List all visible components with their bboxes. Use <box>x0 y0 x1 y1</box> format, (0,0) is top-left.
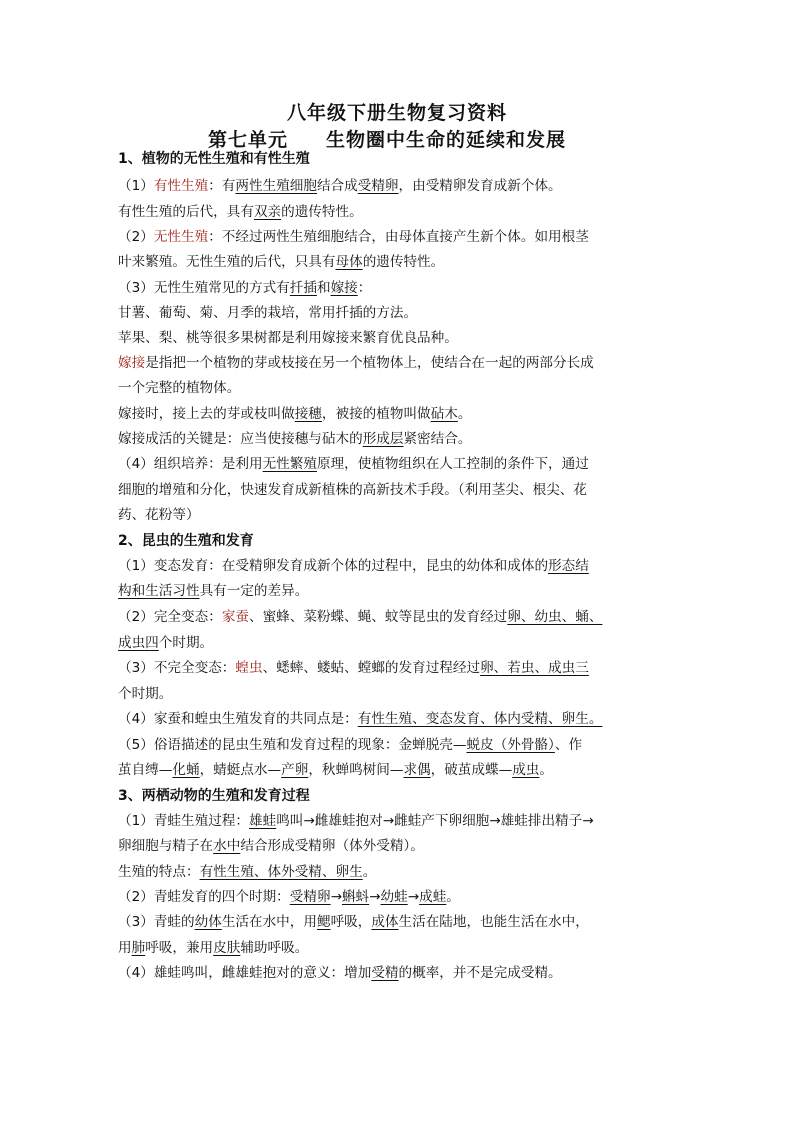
text-segment: ，由受精卵发育成新个体。 <box>398 178 562 194</box>
text-segment: 结合成 <box>316 178 358 194</box>
text-segment: 细胞的增殖和分化，快速发育成新植株的高新技术手段。（利用茎尖、根尖、花 <box>118 482 587 498</box>
section-heading <box>118 787 678 805</box>
underlined-term: 雄蛙 <box>249 813 277 829</box>
text-segment: 鸣叫→雌雄蛙抱对→雌蛙产下卵细胞→雄蛙排出精子→ <box>276 813 594 829</box>
text-line <box>118 812 678 830</box>
text-segment: （2）完全变态： <box>118 609 222 625</box>
text-segment: 、作 <box>554 737 583 753</box>
text-segment: 嫁接时，接上去的芽或枝叫做 <box>118 406 295 422</box>
underlined-term: 卵、若虫、成虫三 <box>480 660 589 676</box>
highlighted-term: 蝗虫 <box>235 660 263 676</box>
text-segment: （1）变态发育：在受精卵发育成新个体的过程中，昆虫的幼体和成体的 <box>118 558 549 574</box>
text-segment: 结合形成受精卵（体外受精）。 <box>240 838 424 854</box>
text-segment: 个时期。 <box>118 686 173 702</box>
text-segment: 、蜜蜂、菜粉蝶、蝇、蚊等昆虫的发育经过 <box>249 609 508 625</box>
highlighted-term: 有性生殖 <box>153 178 209 194</box>
text-segment: 辅助呼吸。 <box>240 940 309 956</box>
underlined-term: 肺 <box>131 940 146 956</box>
text-segment: 具有一定的差异。 <box>199 583 309 599</box>
underlined-term: 接穗 <box>294 406 322 422</box>
underlined-term: 皮肤 <box>213 940 241 956</box>
underlined-term: 双亲 <box>253 204 282 220</box>
text-segment: 。 <box>362 864 377 880</box>
text-line <box>118 939 678 957</box>
underlined-term: 化蛹 <box>172 762 200 778</box>
text-segment: （4）家蚕和蝗虫生殖发育的共同点是： <box>118 711 358 727</box>
text-segment: 呼吸，兼用 <box>145 940 214 956</box>
text-segment: ： <box>357 280 372 296</box>
text-segment: （2）青蛙发育的四个时期： <box>118 889 290 905</box>
text-line <box>118 634 678 652</box>
highlighted-term: 无性生殖 <box>153 229 209 245</box>
underlined-term: 形态结 <box>548 558 589 574</box>
text-segment: → <box>407 889 420 905</box>
text-line <box>118 888 678 906</box>
underlined-term: 卵、幼虫、蛹、 <box>507 609 603 625</box>
underlined-term: 成虫 <box>512 762 540 778</box>
underlined-term: 幼体 <box>194 914 222 930</box>
underlined-term: 受精 <box>371 965 399 981</box>
text-line <box>118 837 678 855</box>
text-segment: 叶来繁殖。无性生殖的后代，只具有 <box>118 254 336 270</box>
text-line <box>118 203 678 221</box>
text-segment: 生殖的特点： <box>118 864 200 880</box>
text-line <box>118 557 678 575</box>
underlined-term: 受精卵 <box>357 178 399 194</box>
text-segment: 苹果、梨、桃等很多果树都是利用嫁接来繁育优良品种。 <box>118 330 458 346</box>
text-segment: 生活在陆地，也能生活在水中， <box>398 914 589 930</box>
text-segment: 是指把一个植物的芽或枝接在另一个植物体上，使结合在一起的两部分长成 <box>145 355 594 371</box>
text-segment: 嫁接成活的关键是：应当使接穗与砧木的 <box>118 431 363 447</box>
text-segment: 的概率，并不是完成受精。 <box>398 965 562 981</box>
text-segment: 。 <box>446 889 460 905</box>
underlined-term: 蝌蚪 <box>341 889 370 905</box>
underlined-term: 母体 <box>335 254 363 270</box>
text-segment: 。 <box>457 406 472 422</box>
text-segment: 茧自缚— <box>118 762 173 778</box>
text-line <box>118 177 678 195</box>
text-segment: （5）俗语描述的昆虫生殖和发育过程的现象：金蝉脱壳— <box>118 737 467 753</box>
text-line <box>118 736 678 754</box>
text-segment: 卵细胞与精子在 <box>118 838 214 854</box>
underlined-term: 无性繁殖 <box>262 456 317 472</box>
text-line <box>118 304 678 322</box>
text-line <box>118 964 678 982</box>
underlined-term: 水中 <box>213 838 241 854</box>
unit-heading <box>0 125 784 152</box>
text-line <box>118 481 678 499</box>
underlined-term: 幼蛙 <box>380 889 408 905</box>
underlined-term: 成体 <box>371 914 399 930</box>
text-segment: （3）青蛙的 <box>118 914 195 930</box>
text-segment: （1）青蛙生殖过程： <box>118 813 249 829</box>
text-segment: 个时期。 <box>158 635 214 651</box>
text-segment: （4）雄蛙鸣叫，雌雄蛙抱对的意义：增加 <box>118 965 372 981</box>
text-line <box>118 253 678 271</box>
text-segment: → <box>330 889 342 905</box>
underlined-term: 求偶 <box>403 762 431 778</box>
text-segment: ：有 <box>208 178 236 194</box>
underlined-term: 构和生活习性 <box>118 583 200 599</box>
text-segment: 紧密结合。 <box>403 431 472 447</box>
text-segment: 用 <box>118 940 132 956</box>
text-segment: 有性生殖的后代，具有 <box>118 204 254 220</box>
text-segment: 、蟋蟀、蝼蛄、螳螂的发育过程经过 <box>262 660 481 676</box>
text-segment: 药、花粉等） <box>118 507 200 523</box>
section-heading <box>118 532 678 550</box>
text-segment: ，被接的植物叫做 <box>321 406 431 422</box>
underlined-term: 砧木 <box>430 406 458 422</box>
underlined-term: 蜕皮（外骨骼） <box>466 737 555 753</box>
text-line <box>118 329 678 347</box>
text-segment: 生活在水中，用 <box>221 914 317 930</box>
text-line <box>118 379 678 397</box>
text-segment: 3、两栖动物的生殖和发育过程 <box>118 788 310 804</box>
unit-name: 生物圈中生命的延续和发展 <box>326 129 567 151</box>
highlighted-term: 家蚕 <box>221 609 249 625</box>
underlined-term: 有性生殖、变态发育、体内受精、卵生。 <box>357 711 603 727</box>
text-segment: ，破茧成蝶— <box>430 762 513 778</box>
underlined-term: 产卵 <box>281 762 309 778</box>
text-line <box>118 506 678 524</box>
text-segment: 2、昆虫的生殖和发育 <box>118 533 254 549</box>
text-segment: （3）无性生殖常见的方式有 <box>118 280 290 296</box>
text-segment: 甘薯、葡萄、菊、月季的栽培，常用扦插的方法。 <box>118 305 418 321</box>
text-segment: 的遗传特性。 <box>281 204 363 220</box>
underlined-term: 成虫四 <box>118 635 159 651</box>
text-line <box>118 685 678 703</box>
text-line <box>118 430 678 448</box>
text-segment: 1、植物的无性生殖和有性生殖 <box>118 151 310 167</box>
text-segment: ，秋蝉鸣树间— <box>308 762 404 778</box>
underlined-term: 有性生殖、体外受精、卵生 <box>199 864 363 880</box>
underlined-term: 受精卵 <box>289 889 331 905</box>
text-segment: ：不经过两性生殖细胞结合，由母体直接产生新个体。如用根茎 <box>208 229 589 245</box>
text-line <box>118 405 678 423</box>
text-line <box>118 279 678 297</box>
underlined-term: 形成层 <box>362 431 404 447</box>
text-segment: ，蜻蜓点水— <box>199 762 282 778</box>
underlined-term: 鳃 <box>316 914 331 930</box>
text-segment: （4）组织培养：是利用 <box>118 456 263 472</box>
text-segment: 呼吸， <box>330 914 372 930</box>
text-segment: 。 <box>539 762 553 778</box>
section-heading <box>118 150 678 168</box>
document-title: 八年级下册生物复习资料 <box>286 102 507 124</box>
text-line <box>118 354 678 372</box>
unit-number: 第七单元 <box>207 129 288 151</box>
underlined-term: 嫁接 <box>330 280 358 296</box>
text-line <box>118 228 678 246</box>
text-line <box>118 582 678 600</box>
underlined-term: 成蛙 <box>419 889 447 905</box>
text-segment: 原理，使植物组织在人工控制的条件下，通过 <box>316 456 589 472</box>
text-line <box>118 608 678 626</box>
highlighted-term: 嫁接 <box>118 355 146 371</box>
text-segment: （2） <box>118 229 154 245</box>
text-line <box>118 913 678 931</box>
text-segment: 和 <box>316 280 331 296</box>
text-line <box>118 710 678 728</box>
underlined-term: 两性生殖细胞 <box>235 178 317 194</box>
underlined-term: 扦插 <box>289 280 317 296</box>
text-segment: 一个完整的植物体。 <box>118 380 241 396</box>
text-segment: （3）不完全变态： <box>118 660 236 676</box>
text-line <box>118 659 678 677</box>
text-line <box>118 455 678 473</box>
text-segment: → <box>369 889 381 905</box>
text-segment: 的遗传特性。 <box>362 254 445 270</box>
text-segment: （1） <box>118 178 154 194</box>
text-line <box>118 761 678 779</box>
text-line <box>118 863 678 881</box>
